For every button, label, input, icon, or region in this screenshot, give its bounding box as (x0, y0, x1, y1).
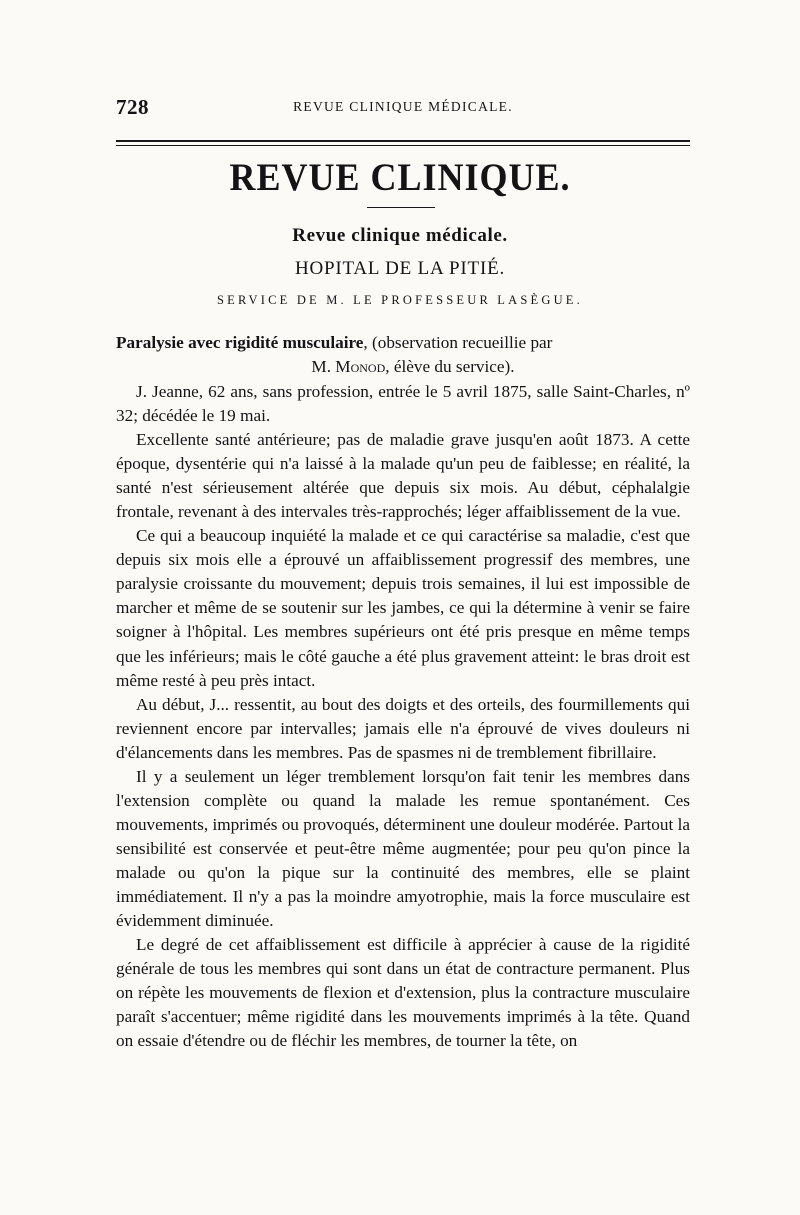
header-rule-thick (116, 140, 690, 142)
article-title-rest: , (observation recueillie par (363, 333, 553, 352)
paragraph: Ce qui a beaucoup inquiété la malade et ce qui caractérise sa maladie, c'est que depuis six mois elle a éprouvé un affaiblissement progressif des membres, une paralysie croissante du mouvement; depuis trois semaines, il lui est impossible de marcher et même de se soutenir sur les jambes, ce qui la détermine à venir se faire soigner à l'hôpital. Les membres supérieurs ont été pris presque en même temps que les inférieurs; mais le côté gauche a été plus gravement atteint: le bras droit est même resté à peu près intact. (116, 526, 690, 690)
article-title (116, 331, 690, 379)
running-header (116, 95, 690, 119)
header-rule-thin (116, 145, 690, 146)
author-name: M. Monod, (311, 357, 390, 376)
article-title-bold: Paralysie avec rigidité musculaire (116, 333, 364, 352)
article-body (116, 380, 690, 1053)
article-byline (116, 355, 690, 379)
page-number: 728 (116, 95, 149, 119)
service-heading: SERVICE DE M. LE PROFESSEUR LASÈGUE. (217, 293, 583, 307)
paragraph: Excellente santé antérieure; pas de maladie grave jusqu'en août 1873. A cette époque, dysentérie qui n'a laissé à la malade qu'un peu de faiblesse; en réalité, la santé n'est sérieusement altérée que depuis six mois. Au début, céphalalgie frontale, revenant à des intervales très-rapprochés; léger affaiblissement de la vue. (116, 430, 690, 522)
running-title: REVUE CLINIQUE MÉDICALE. (293, 99, 513, 114)
paragraph: J. Jeanne, 62 ans, sans profession, entrée le 5 avril 1875, salle Saint-Charles, nº 32; décédée le 19 mai. (116, 382, 690, 426)
section-subtitle: Revue clinique médicale. (292, 225, 508, 246)
paragraph: Il y a seulement un léger tremblement lorsqu'on fait tenir les membres dans l'extension complète ou quand la malade les remue spontanément. Ces mouvements, imprimés ou provoqués, déterminent une douleur modérée. Partout la sensibilité est conservée et peut-être même augmentée; pour peu qu'on pince la malade ou qu'on la pique sur la continuité des membres, elle se plaint immédiatement. Il n'y a pas la moindre amyotrophie, mais la force musculaire est évidemment diminuée. (116, 766, 690, 931)
section-title: REVUE CLINIQUE. (229, 155, 571, 199)
author-rest: élève du service). (389, 357, 515, 376)
hospital-heading: HOPITAL DE LA PITIÉ. (294, 258, 506, 279)
paragraph: Le degré de cet affaiblissement est difficile à apprécier à cause de la rigidité générale de tous les membres qui sont dans un état de contracture permanent. Plus on répète les mouvements de flexion et d'extension, plus la contracture musculaire paraît s'accentuer; même rigidité dans les mouvements imprimés à la tête. Quand on essaie d'étendre ou de fléchir les membres, de tourner la tête, on (116, 935, 690, 1051)
title-divider (367, 207, 435, 208)
paragraph: Au début, J... ressentit, au bout des doigts et des orteils, des fourmillements qui reviennent encore par intervalles; jamais elle n'a éprouvé de vives douleurs ni d'élancements dans les membres. Pas de spasmes ni de tremblement fibrillaire. (116, 694, 690, 762)
